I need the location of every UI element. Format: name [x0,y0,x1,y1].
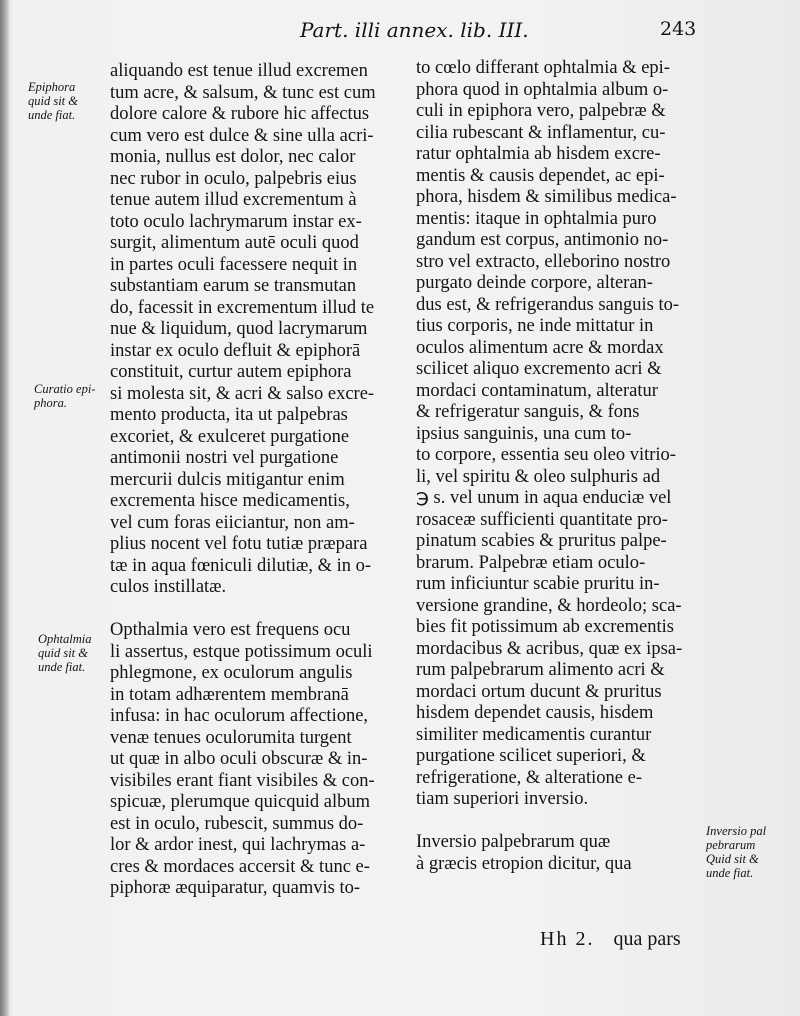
text-line: mentis: itaque in ophtalmia puro [416,208,657,229]
margin-note-ophtalmia [38,632,91,674]
text-line: si molesta sit, & acri & salso excre- [110,383,375,404]
text-line: toto oculo lachrymarum instar ex- [110,211,362,232]
margin-note-line: unde fiat. [38,660,86,674]
text-line: venæ tenues oculorumita turgent [110,727,352,748]
margin-note-line: Epiphora [28,80,76,94]
text-line: to cœlo differant ophtalmia & epi- [416,58,670,78]
text-line: oculos alimentum acre & mordax [416,337,664,358]
margin-note-inversio [706,824,766,880]
margin-note-line: pebrarum [706,838,756,852]
text-line: antimonii nostri vel purgatione [110,448,339,468]
text-line: monia, nullus est dolor, nec calor [110,147,356,167]
text-line: surgit, alimentum autē oculi quod [110,233,359,253]
text-line: rosaceæ sufficienti quantitate pro- [416,509,668,530]
text-line: rum inficiuntur scabie pruritu in- [416,574,660,594]
text-line: tiam superiori inversio. [416,789,589,809]
text-line: pinatum scabies & pruritus palpe- [416,531,667,551]
margin-note-line: Curatio epi- [34,382,96,396]
text-line: to corpore, essentia seu oleo vitrio- [416,445,676,465]
text-line: brarum. Palpebræ etiam oculo- [416,552,646,573]
margin-note-line: Ophtalmia [38,632,92,646]
text-line: excoriet, & exulceret purgatione [110,426,350,447]
text-line: tius corporis, ne inde mittatur in [416,316,654,336]
margin-note-curatio [34,382,95,410]
text-line: li assertus, estque potissimum oculi [110,641,373,662]
signature-mark: Hh 2. [540,928,595,950]
text-line: constituit, curtur autem epiphora [110,362,352,382]
text-line: infusa: in hac oculorum affectione, [110,706,369,726]
margin-note-line: Quid sit & [706,852,759,866]
text-line: do, facessit in excrementum illud te [110,297,375,318]
text-line: piphoræ æquiparatur, quamvis to- [110,878,361,898]
margin-note-line: phora. [34,396,67,410]
text-line: Inversio palpebrarum quæ [416,832,611,852]
text-line: phora, hisdem & similibus medica- [416,187,677,207]
page-gutter-shadow [0,0,10,1016]
text-line: cum vero est dulce & sine ulla acri- [110,125,374,146]
margin-note-line: quid sit & [38,646,89,660]
text-line: excrementa hisce medicamentis, [110,491,350,511]
text-line: rum palpebrarum alimento acri & [416,660,665,680]
text-line: ratur ophtalmia ab hisdem excre- [416,144,661,164]
running-header [300,18,720,48]
text-line: plius nocent vel fotu tutiæ præpara [110,534,368,554]
text-line: dolore calore & rubore hic affectus [110,104,370,124]
text-line: mordaci contaminatum, alteratur [416,380,658,401]
text-line: ℈ s. vel unum in aqua enduciæ vel [416,488,672,508]
text-line: culi in epiphora vero, palpebræ & [416,101,666,121]
text-line: li, vel spiritu & oleo sulphuris ad [416,466,661,487]
text-line: refrigeratione, & alteratione e- [416,767,642,788]
text-line: instar ex oculo defluit & epiphorā [110,340,361,361]
text-line: tum acre, & salsum, & tunc est cum [110,82,376,103]
margin-note-line: unde fiat. [706,866,754,880]
text-line: nue & liquidum, quod lacrymarum [110,319,368,339]
text-line: culos instillatæ. [110,577,227,597]
text-line: Opthalmia vero est frequens ocu [110,620,351,640]
text-line: purgatione scilicet superiori, & [416,746,646,766]
text-line: spicuæ, plerumque quicquid album [110,792,370,812]
text-line: gandum est corpus, antimonio no- [416,230,669,250]
text-line: mercurii dulcis mitigantur enim [110,469,345,490]
running-title: Part. illi annex. lib. III. [300,18,529,42]
text-line: à græcis etropion dicitur, qua [416,853,632,874]
text-line: tæ in aqua fœniculi dilutiæ, & in o- [110,555,372,576]
text-line: dus est, & refrigerandus sanguis to- [416,294,680,315]
text-line: substantiam earum se transmutan [110,276,357,296]
paragraph-gap [416,811,706,833]
text-line: & refrigeratur sanguis, & fons [416,402,640,422]
text-line: cilia rubescant & inflamentur, cu- [416,122,666,143]
text-line: lor & ardor inest, qui lachrymas a- [110,835,366,855]
catchword-line [540,928,681,951]
text-line: est in oculo, rubescit, summus do- [110,813,364,834]
text-line: similiter medicamentis curantur [416,724,652,745]
text-line: ipsius sanguinis, una cum to- [416,423,632,444]
text-line: in partes oculi facessere nequit in [110,254,358,275]
text-line: visibiles erant fiant visibiles & con- [110,770,375,791]
text-line: phora quod in ophtalmia album o- [416,79,669,100]
margin-note-line: Inversio pal [706,824,767,838]
text-line: ut quæ in albo oculi obscuræ & in- [110,749,368,769]
text-line: nec rubor in oculo, palpebris eius [110,168,357,189]
text-line: mentis & causis dependet, ac epi- [416,165,665,186]
catchword: qua pars [613,928,681,950]
text-line: bies fit potissimum ab excrementis [416,617,674,637]
text-line: scilicet aliquo excremento acri & [416,359,662,379]
text-line: phlegmone, ex oculorum angulis [110,663,353,683]
margin-note-line: quid sit & [28,94,79,108]
text-line: in totam adhærentem membranā [110,684,349,705]
text-line: vel cum foras eiiciantur, non am- [110,512,355,533]
text-line: mordacibus & acribus, quæ ex ipsa- [416,638,683,659]
text-line: versione grandine, & hordeolo; sca- [416,595,682,616]
text-line: stro vel extracto, elleborino nostro [416,251,671,272]
right-text-column [416,58,706,875]
text-line: mordaci ortum ducunt & pruritus [416,681,662,702]
paragraph-gap [110,599,400,621]
margin-note-line: unde fiat. [28,108,76,122]
page-number: 243 [660,18,697,40]
text-line: aliquando est tenue illud excremen [110,61,368,81]
text-line: hisdem dependet causis, hisdem [416,703,654,723]
margin-note-epiphora [28,80,78,122]
text-line: purgato deinde corpore, alteran- [416,273,653,293]
text-line: tenue autem illud excrementum à [110,190,357,210]
text-line: cres & mordaces accersit & tunc e- [110,856,370,877]
left-text-column [110,61,400,900]
text-line: mento producta, ita ut palpebras [110,405,348,425]
